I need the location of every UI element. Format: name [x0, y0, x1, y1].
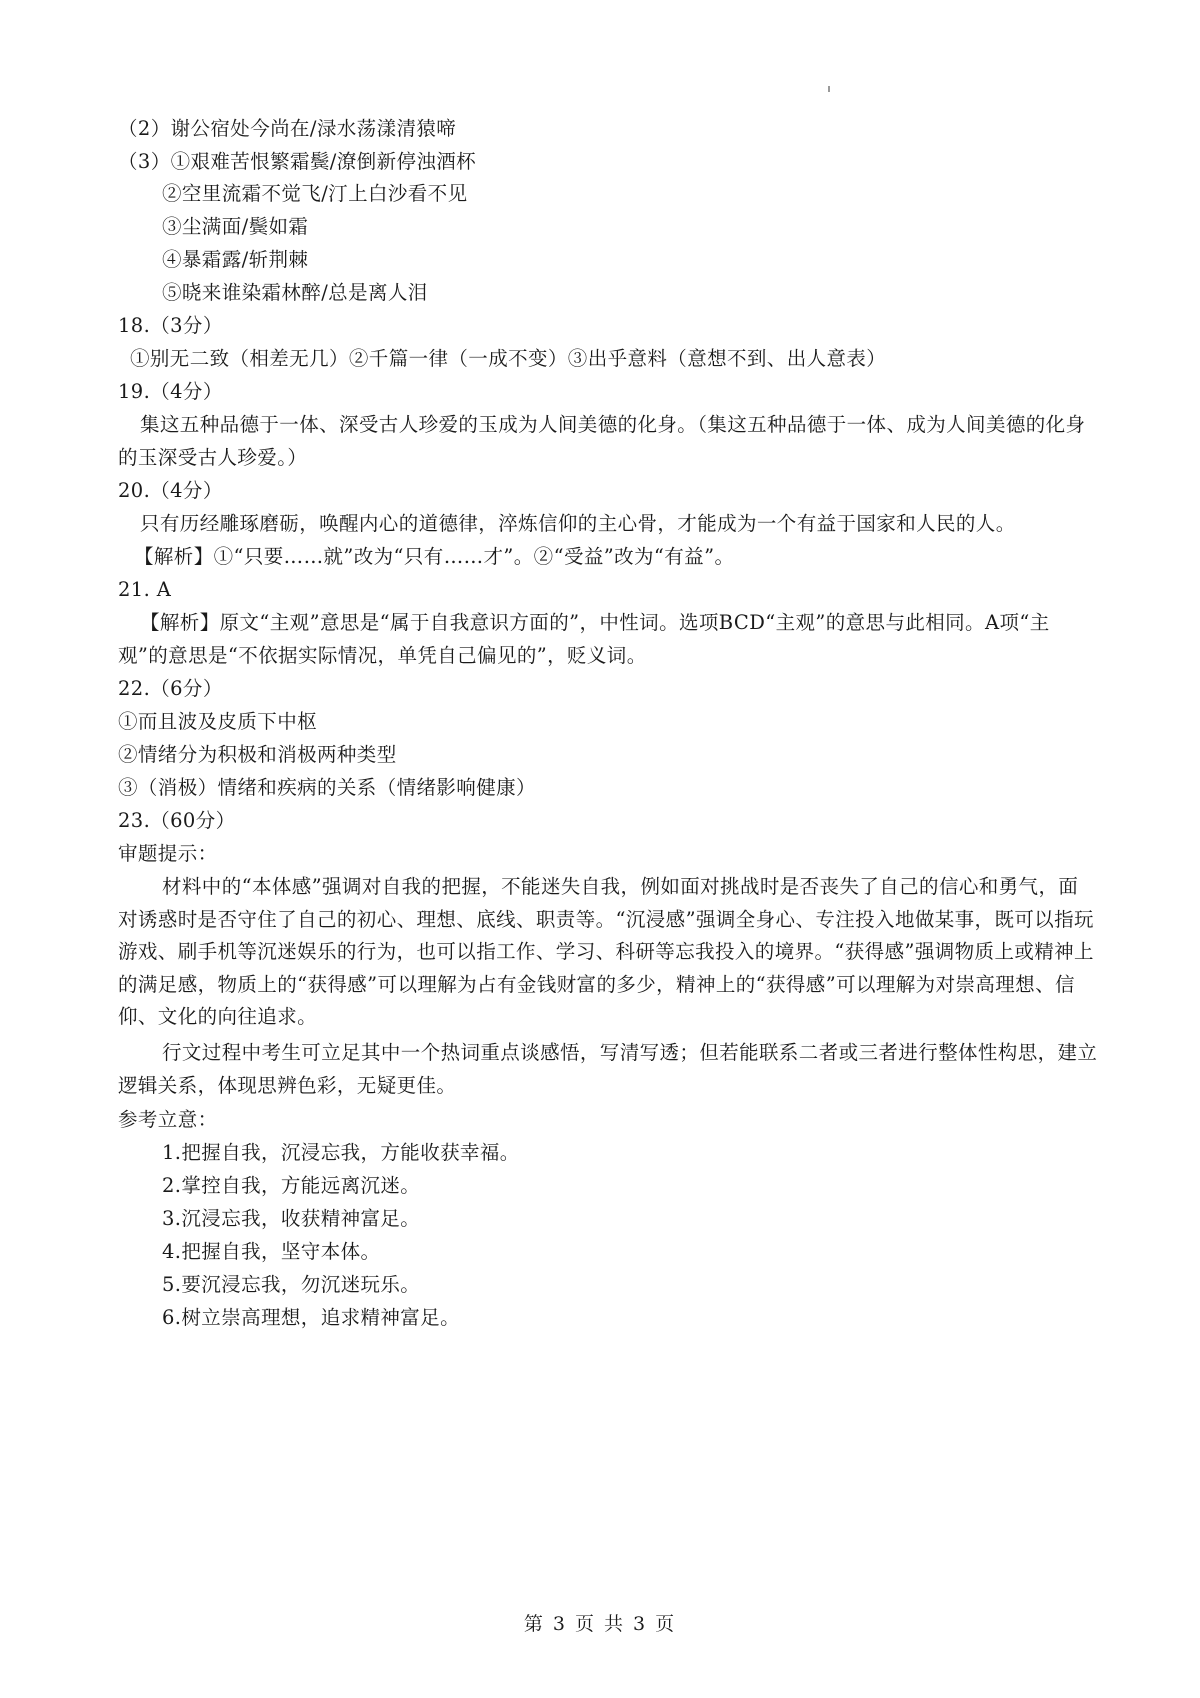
q23-reference-6: 6.树立崇高理想，追求精神富足。: [162, 1306, 461, 1329]
q23-reference-title: 参考立意：: [118, 1108, 218, 1131]
q23-hint-paragraph-2: 行文过程中考生可立足其中一个热词重点谈感悟，写清写透；但若能联系二者或三者进行整体性构思，建立逻辑关系，体现思辨色彩，无疑更佳。: [118, 1041, 1098, 1097]
q17-part3-item2: ②空里流霜不觉飞/汀上白沙看不见: [162, 182, 468, 205]
q17-part3-item3: ③尘满面/鬓如霜: [162, 215, 309, 238]
page-number: 第 3 页 共 3 页: [523, 1613, 677, 1635]
q18-answer: ①别无二致（相差无几）②千篇一律（一成不变）③出乎意料（意想不到、出人意表）: [130, 347, 887, 370]
q22-item-1: ①而且波及皮质下中枢: [118, 710, 318, 733]
q17-part3-item5: ⑤晓来谁染霜林醉/总是离人泪: [162, 281, 428, 304]
q17-part2: （2）谢公宿处今尚在/渌水荡漾清猿啼: [118, 117, 457, 140]
q22-item-2: ②情绪分为积极和消极两种类型: [118, 743, 397, 766]
q23-reference-1: 1.把握自我，沉浸忘我，方能收获幸福。: [162, 1141, 520, 1164]
q22-header: 22.（6分）: [118, 677, 223, 700]
q22-item-3: ③（消极）情绪和疾病的关系（情绪影响健康）: [118, 776, 536, 799]
q18-header: 18.（3分）: [118, 314, 223, 337]
q21-header: 21. A: [118, 578, 172, 601]
q19-header: 19.（4分）: [118, 380, 223, 403]
q23-reference-2: 2.掌控自我，方能远离沉迷。: [162, 1174, 421, 1197]
q23-hint-title: 审题提示：: [118, 842, 218, 865]
q23-reference-4: 4.把握自我，坚守本体。: [162, 1240, 381, 1263]
q20-analysis: 【解析】①“只要……就”改为“只有……才”。②“受益”改为“有益”。: [134, 545, 735, 568]
q20-header: 20.（4分）: [118, 479, 223, 502]
q23-header: 23.（60分）: [118, 809, 236, 832]
q17-part3-item4: ④暴霜露/斩荆棘: [162, 248, 309, 271]
q23-reference-5: 5.要沉浸忘我，勿沉迷玩乐。: [162, 1273, 421, 1296]
q19-answer: 集这五种品德于一体、深受古人珍爱的玉成为人间美德的化身。（集这五种品德于一体、成为人间美德的化身的玉深受古人珍爱。）: [118, 413, 1086, 469]
q23-hint-paragraph-1: 材料中的“本体感”强调对自我的把握，不能迷失自我，例如面对挑战时是否丧失了自己的信心和勇气，面对诱惑时是否守住了自己的初心、理想、底线、职责等。“沉浸感”强调全身心、专注投入地做某事，既可以指玩游戏、刷手机等沉迷娱乐的行为，也可以指工作、学习、科研等忘我投入的境界。“获得感”强调物质上或精神上的满足感，物质上的“获得感”可以理解为占有金钱财富的多少，精神上的“获得感”可以理解为对崇高理想、信仰、文化的向往追求。: [118, 875, 1094, 1028]
q17-part3-item1: （3）①艰难苦恨繁霜鬓/潦倒新停浊酒杯: [118, 150, 477, 173]
scan-mark: [828, 86, 830, 92]
q21-analysis: 【解析】原文“主观”意思是“属于自我意识方面的”，中性词。选项BCD“主观”的意思与此相同。A项“主观”的意思是“不依据实际情况，单凭自己偏见的”，贬义词。: [118, 611, 1050, 667]
q20-answer: 只有历经雕琢磨砺，唤醒内心的道德律，淬炼信仰的主心骨，才能成为一个有益于国家和人民的人。: [140, 512, 1016, 535]
q23-reference-3: 3.沉浸忘我，收获精神富足。: [162, 1207, 421, 1230]
